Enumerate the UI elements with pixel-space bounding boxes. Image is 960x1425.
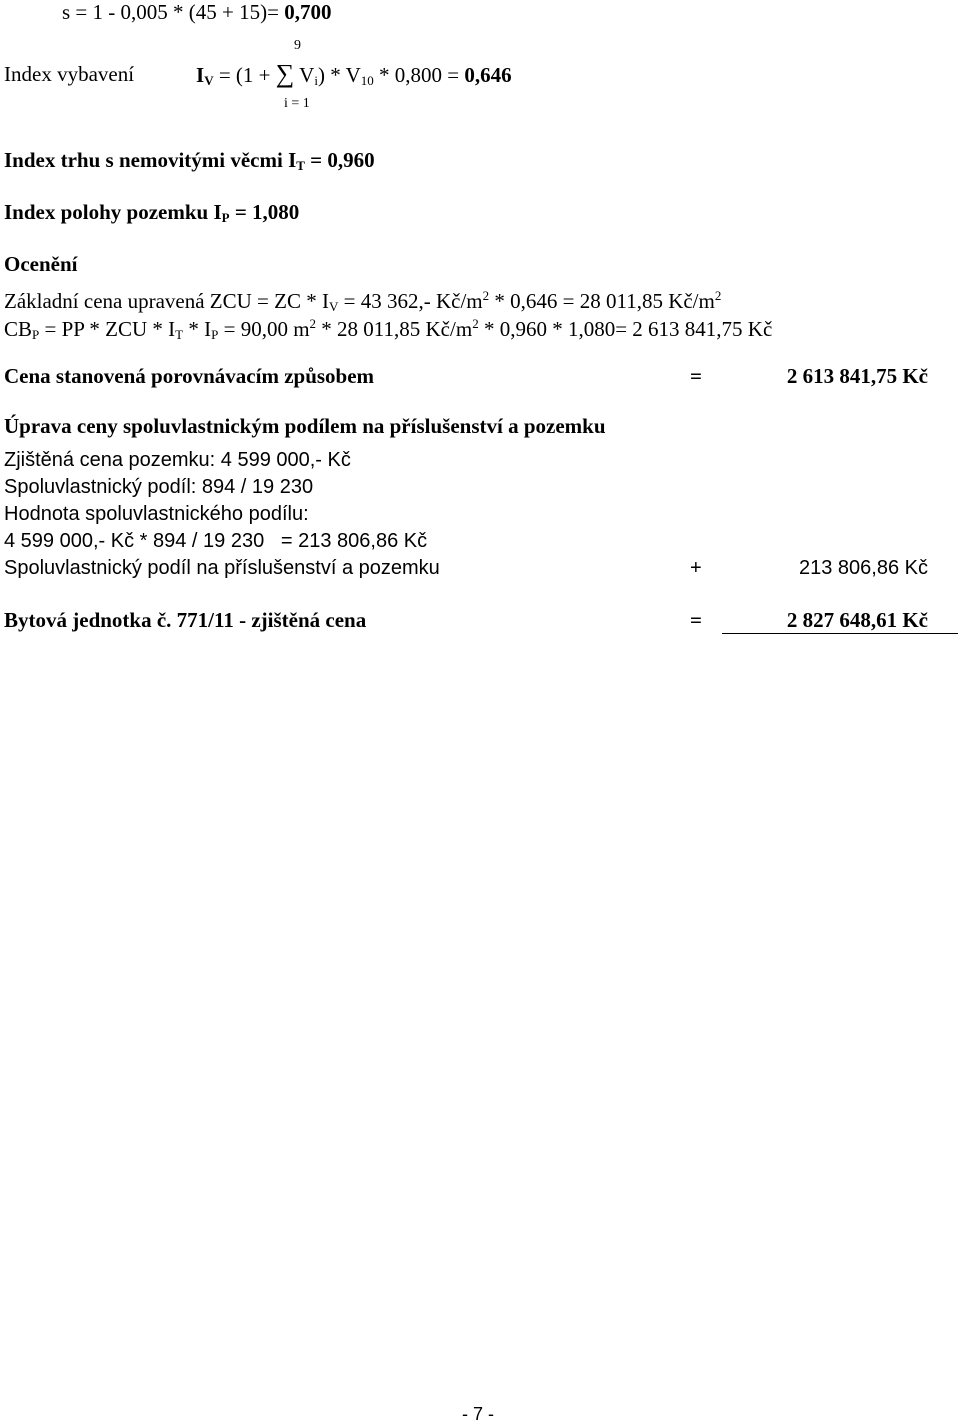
index-vybaveni-label: Index vybavení	[4, 62, 135, 86]
sigma-symbol: ∑	[275, 59, 295, 88]
index-trhu: Index trhu s nemovitými věcmi $I_T = 0,960$	[4, 148, 375, 173]
cena-porovnavaci-value: 2 613 841,75 Kč	[786, 364, 928, 388]
s-expression: s = 1 - 0,005 * (45 + 15)=	[62, 0, 279, 24]
s-result: 0,700	[284, 0, 332, 24]
bytova-label: Bytová jednotka č. 771/11 - zjištěná cena	[4, 608, 367, 632]
cbp-line: $CB_P$ = PP * ZCU * $I_T * I_P = 90,00$ $m^2 * 28$ 011,85 $Kč/m^2 * 0,960 * 1,080= 2$ 613 841,75 Kč	[4, 316, 773, 342]
index-polohy: Index polohy pozemku $I_P = 1,080$	[4, 200, 300, 225]
uprava-heading: Úprava ceny spoluvlastnickým podílem na příslušenství a pozemku	[4, 414, 606, 438]
total-underline	[722, 633, 958, 634]
s-line	[62, 0, 331, 24]
cena-porovnavaci-label: Cena stanovená porovnávacím způsobem	[4, 364, 375, 388]
sum-upper-limit: 9	[294, 38, 301, 53]
uprava-line-4: 4 599 000,- Kč * 894 / 19 230 = 213 806,86 Kč	[4, 530, 428, 552]
index-vybaveni-result: 0,646	[464, 63, 512, 87]
bytova-op: =	[690, 608, 702, 632]
uprava-line-5-op: +	[690, 557, 702, 579]
sum-lower-limit: i = 1	[284, 96, 310, 111]
index-vybaveni-formula: $I_V = (1$ + ∑ $V_i) * V_{10} * 0,800 = 0,646$	[196, 59, 512, 88]
uprava-line-5-label: Spoluvlastnický podíl na příslušenství a pozemku	[4, 557, 440, 579]
uprava-line-3: Hodnota spoluvlastnického podílu:	[4, 503, 309, 525]
zcu-line: Základní cena upravená ZCU = ZC * $I_V = 43$ 362,- $Kč/m^2 * 0,646 = 28$ 011,85 $Kč/m^2$	[4, 288, 722, 314]
uprava-line-2: Spoluvlastnický podíl: 894 / 19 230	[4, 476, 314, 498]
uprava-line-1: Zjištěná cena pozemku: 4 599 000,- Kč	[4, 449, 351, 471]
uprava-line-5-value: 213 806,86 Kč	[799, 557, 928, 579]
bytova-value: 2 827 648,61 Kč	[786, 608, 928, 632]
cena-porovnavaci-op: =	[690, 364, 702, 388]
oceneni-heading: Ocenění	[4, 252, 78, 276]
page-number: - 7 -	[462, 1404, 495, 1424]
